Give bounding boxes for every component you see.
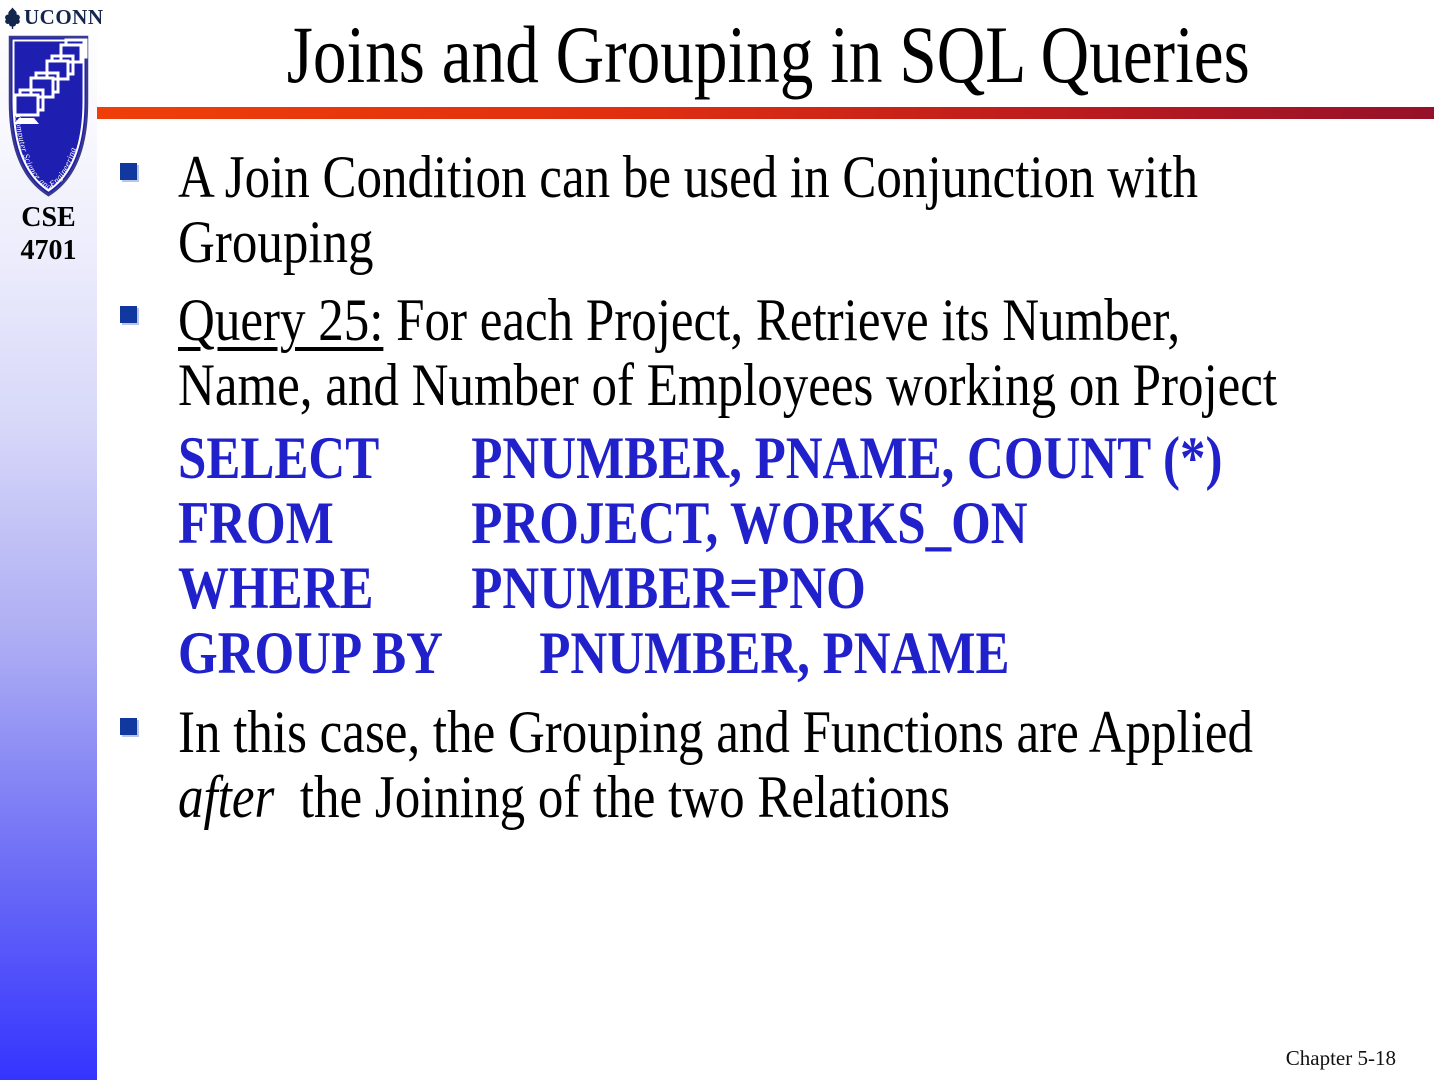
- sql-groupby-line: [178, 621, 1251, 686]
- sql-select-args: PNUMBER, PNAME, COUNT (*): [471, 425, 1223, 491]
- shield-curved-text: Computer Science and Engineering: [13, 114, 78, 193]
- title-divider-bar: [97, 107, 1434, 119]
- sql-where-line: [178, 556, 1251, 621]
- sql-from-line: [178, 491, 1251, 556]
- bullet-2-line-1: [178, 288, 1251, 353]
- uconn-logo: [3, 5, 104, 30]
- sql-keyword-groupby: GROUP BY: [178, 620, 443, 686]
- bullet-square-icon: [120, 306, 137, 323]
- page-title: Joins and Grouping in SQL Queries: [286, 9, 1251, 100]
- query-label: Query 25:: [178, 287, 384, 353]
- bullet-3-text: [178, 700, 1440, 830]
- bullet-square-icon: [120, 163, 137, 180]
- sql-keyword-select: SELECT: [178, 425, 380, 491]
- sql-query-text: [178, 426, 1440, 686]
- sql-where-args: PNUMBER=PNO: [471, 555, 866, 621]
- bullet-3-line-1: In this case, the Grouping and Functions are Applied: [178, 699, 1254, 765]
- bullet-2-line-2: Name, and Number of Employees working on Project: [178, 352, 1278, 418]
- oak-leaf-icon: [3, 7, 22, 29]
- course-code-line2: 4701: [20, 235, 77, 266]
- sql-select-line: [178, 426, 1251, 491]
- bullet-paragraph-3: [0, 700, 1440, 830]
- query-description: For each Project, Retrieve its Number,: [383, 287, 1181, 353]
- bullet-1-line-2: Grouping: [178, 209, 374, 275]
- bullet-3-line-2-rest: the Joining of the two Relations: [274, 764, 951, 830]
- bullet-square-icon: [120, 718, 137, 735]
- course-code-line1: CSE: [21, 202, 76, 233]
- slide-header: [97, 8, 1440, 102]
- bullet-paragraph-2: [0, 288, 1440, 418]
- sql-keyword-where: WHERE: [178, 555, 374, 621]
- bullet-1-line-1: A Join Condition can be used in Conjunction with: [178, 144, 1198, 210]
- bullet-3-line-2: [178, 765, 1251, 830]
- sql-from-args: PROJECT, WORKS_ON: [471, 490, 1028, 556]
- after-word-italic: after: [178, 764, 275, 830]
- bullet-2-text: [178, 288, 1440, 418]
- sql-keyword-from: FROM: [178, 490, 334, 556]
- page-number: Chapter 5-18: [1285, 1046, 1396, 1070]
- bullet-paragraph-1: [0, 145, 1440, 275]
- sql-groupby-args: PNUMBER, PNAME: [539, 620, 1010, 686]
- bullet-1-text: [178, 145, 1440, 275]
- uconn-wordmark: UCONN: [24, 5, 104, 29]
- sql-query-block: [0, 426, 1440, 686]
